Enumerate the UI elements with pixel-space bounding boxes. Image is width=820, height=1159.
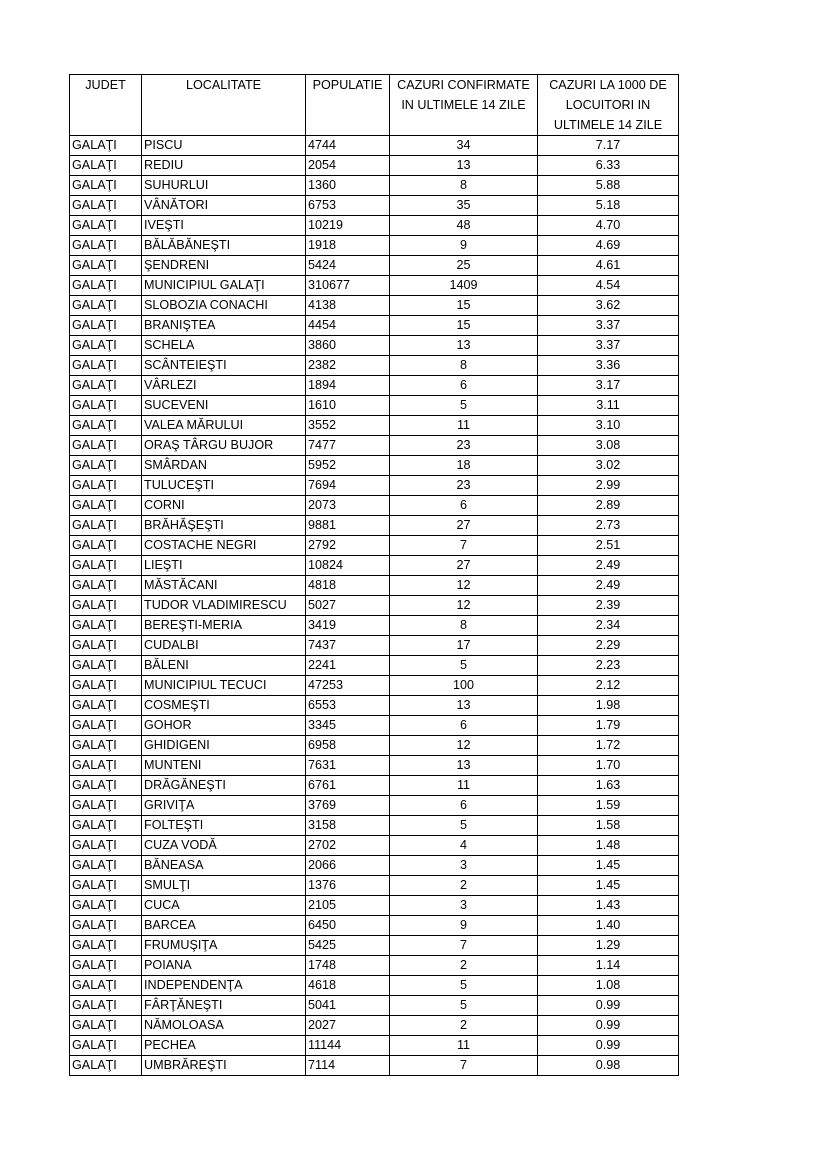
cell-localitate: CUDALBI (142, 636, 306, 656)
cell-populatie: 1918 (306, 236, 390, 256)
cell-localitate: MĂSTĂCANI (142, 576, 306, 596)
cell-judet: GALAŢI (70, 496, 142, 516)
cell-rata: 3.10 (538, 416, 679, 436)
cell-judet: GALAŢI (70, 916, 142, 936)
cell-localitate: GOHOR (142, 716, 306, 736)
table-row (70, 316, 679, 336)
cell-localitate: INDEPENDENŢA (142, 976, 306, 996)
cell-rata: 1.08 (538, 976, 679, 996)
cell-populatie: 4454 (306, 316, 390, 336)
cell-rata: 1.63 (538, 776, 679, 796)
table-row (70, 756, 679, 776)
cell-localitate: DRĂGĂNEŞTI (142, 776, 306, 796)
cell-cazuri: 35 (390, 196, 538, 216)
cell-judet: GALAŢI (70, 196, 142, 216)
cell-cazuri: 3 (390, 856, 538, 876)
cell-populatie: 2027 (306, 1016, 390, 1036)
cell-rata: 2.99 (538, 476, 679, 496)
cell-localitate: UMBRĂREŞTI (142, 1056, 306, 1076)
cell-localitate: MUNICIPIUL GALAŢI (142, 276, 306, 296)
cell-localitate: BARCEA (142, 916, 306, 936)
cell-rata: 4.69 (538, 236, 679, 256)
cell-judet: GALAŢI (70, 276, 142, 296)
table-row (70, 256, 679, 276)
cell-cazuri: 2 (390, 956, 538, 976)
cell-localitate: COSMEŞTI (142, 696, 306, 716)
cell-cazuri: 13 (390, 756, 538, 776)
cell-cazuri: 7 (390, 1056, 538, 1076)
cell-cazuri: 7 (390, 536, 538, 556)
cell-localitate: BRĂHĂŞEŞTI (142, 516, 306, 536)
cell-rata: 1.48 (538, 836, 679, 856)
cell-cazuri: 2 (390, 876, 538, 896)
cell-cazuri: 11 (390, 776, 538, 796)
cell-populatie: 6753 (306, 196, 390, 216)
cell-cazuri: 6 (390, 376, 538, 396)
cell-rata: 3.37 (538, 316, 679, 336)
cell-populatie: 6958 (306, 736, 390, 756)
header-judet: JUDET (70, 75, 142, 136)
cell-judet: GALAŢI (70, 316, 142, 336)
cell-cazuri: 13 (390, 696, 538, 716)
cell-judet: GALAŢI (70, 176, 142, 196)
header-row (70, 75, 679, 136)
table-row (70, 916, 679, 936)
cell-cazuri: 13 (390, 156, 538, 176)
cell-populatie: 6450 (306, 916, 390, 936)
cell-rata: 3.11 (538, 396, 679, 416)
cell-judet: GALAŢI (70, 436, 142, 456)
cell-cazuri: 5 (390, 976, 538, 996)
cell-localitate: BRANIŞTEA (142, 316, 306, 336)
cell-cazuri: 34 (390, 136, 538, 156)
cell-localitate: SMULŢI (142, 876, 306, 896)
cell-rata: 1.79 (538, 716, 679, 736)
cell-rata: 1.98 (538, 696, 679, 716)
cell-rata: 2.89 (538, 496, 679, 516)
cell-localitate: GHIDIGENI (142, 736, 306, 756)
cell-localitate: IVEŞTI (142, 216, 306, 236)
cell-judet: GALAŢI (70, 336, 142, 356)
cell-localitate: CORNI (142, 496, 306, 516)
cell-populatie: 1894 (306, 376, 390, 396)
cell-cazuri: 12 (390, 736, 538, 756)
cell-rata: 6.33 (538, 156, 679, 176)
header-cazuri-la-1000: CAZURI LA 1000 DE LOCUITORI IN ULTIMELE 14 ZILE (538, 75, 679, 136)
table-row (70, 296, 679, 316)
cell-judet: GALAŢI (70, 396, 142, 416)
cell-populatie: 2066 (306, 856, 390, 876)
table-row (70, 836, 679, 856)
cell-populatie: 2702 (306, 836, 390, 856)
cell-judet: GALAŢI (70, 136, 142, 156)
cell-localitate: ŞENDRENI (142, 256, 306, 276)
header-cazuri-confirmate: CAZURI CONFIRMATE IN ULTIMELE 14 ZILE (390, 75, 538, 136)
cell-cazuri: 25 (390, 256, 538, 276)
cell-rata: 0.99 (538, 1016, 679, 1036)
cell-cazuri: 23 (390, 476, 538, 496)
cell-cazuri: 6 (390, 496, 538, 516)
cell-rata: 4.54 (538, 276, 679, 296)
cell-judet: GALAŢI (70, 356, 142, 376)
table-row (70, 276, 679, 296)
cell-populatie: 5027 (306, 596, 390, 616)
table-row (70, 956, 679, 976)
cell-populatie: 4744 (306, 136, 390, 156)
cell-rata: 3.17 (538, 376, 679, 396)
cell-populatie: 3345 (306, 716, 390, 736)
cell-populatie: 1748 (306, 956, 390, 976)
cell-judet: GALAŢI (70, 796, 142, 816)
cell-cazuri: 15 (390, 296, 538, 316)
cell-rata: 3.37 (538, 336, 679, 356)
cell-populatie: 2105 (306, 896, 390, 916)
cell-populatie: 47253 (306, 676, 390, 696)
table-row (70, 156, 679, 176)
table-row (70, 176, 679, 196)
cell-judet: GALAŢI (70, 156, 142, 176)
cell-populatie: 9881 (306, 516, 390, 536)
cell-cazuri: 5 (390, 816, 538, 836)
cell-cazuri: 13 (390, 336, 538, 356)
cell-cazuri: 15 (390, 316, 538, 336)
cases-table (69, 74, 679, 1076)
cell-judet: GALAŢI (70, 536, 142, 556)
cell-rata: 1.72 (538, 736, 679, 756)
cell-cazuri: 100 (390, 676, 538, 696)
cell-localitate: CUZA VODĂ (142, 836, 306, 856)
table-row (70, 696, 679, 716)
cell-rata: 2.34 (538, 616, 679, 636)
cell-populatie: 2054 (306, 156, 390, 176)
cell-rata: 2.49 (538, 556, 679, 576)
cell-cazuri: 5 (390, 996, 538, 1016)
cell-cazuri: 8 (390, 176, 538, 196)
table-row (70, 516, 679, 536)
cell-localitate: GRIVIŢA (142, 796, 306, 816)
cell-localitate: FOLTEŞTI (142, 816, 306, 836)
cell-judet: GALAŢI (70, 836, 142, 856)
cell-judet: GALAŢI (70, 976, 142, 996)
cell-populatie: 5424 (306, 256, 390, 276)
cell-localitate: CUCA (142, 896, 306, 916)
cell-rata: 2.73 (538, 516, 679, 536)
table-row (70, 636, 679, 656)
cell-judet: GALAŢI (70, 736, 142, 756)
cell-judet: GALAŢI (70, 1036, 142, 1056)
table-row (70, 196, 679, 216)
cell-cazuri: 2 (390, 1016, 538, 1036)
cell-populatie: 10219 (306, 216, 390, 236)
cell-populatie: 6553 (306, 696, 390, 716)
cell-rata: 1.59 (538, 796, 679, 816)
cell-populatie: 10824 (306, 556, 390, 576)
cell-populatie: 7114 (306, 1056, 390, 1076)
cell-rata: 7.17 (538, 136, 679, 156)
cell-rata: 3.36 (538, 356, 679, 376)
cell-judet: GALAŢI (70, 996, 142, 1016)
table-row (70, 136, 679, 156)
cell-localitate: SCHELA (142, 336, 306, 356)
cell-localitate: SCÂNTEIEŞTI (142, 356, 306, 376)
table-row (70, 656, 679, 676)
cell-judet: GALAŢI (70, 716, 142, 736)
table-row (70, 216, 679, 236)
cell-populatie: 4618 (306, 976, 390, 996)
table-row (70, 856, 679, 876)
cell-populatie: 11144 (306, 1036, 390, 1056)
cell-judet: GALAŢI (70, 896, 142, 916)
cell-localitate: MUNICIPIUL TECUCI (142, 676, 306, 696)
cell-judet: GALAŢI (70, 816, 142, 836)
cell-populatie: 3419 (306, 616, 390, 636)
cell-rata: 1.58 (538, 816, 679, 836)
cell-rata: 1.70 (538, 756, 679, 776)
cell-judet: GALAŢI (70, 756, 142, 776)
cell-populatie: 2382 (306, 356, 390, 376)
cell-localitate: BĂLĂBĂNEŞTI (142, 236, 306, 256)
table-row (70, 676, 679, 696)
cell-cazuri: 3 (390, 896, 538, 916)
cell-rata: 0.98 (538, 1056, 679, 1076)
table-row (70, 236, 679, 256)
cell-populatie: 4138 (306, 296, 390, 316)
cell-rata: 2.29 (538, 636, 679, 656)
cell-populatie: 7694 (306, 476, 390, 496)
cell-localitate: SMÂRDAN (142, 456, 306, 476)
cell-judet: GALAŢI (70, 216, 142, 236)
cell-judet: GALAŢI (70, 256, 142, 276)
cell-localitate: VÂRLEZI (142, 376, 306, 396)
cell-judet: GALAŢI (70, 1056, 142, 1076)
cell-cazuri: 9 (390, 916, 538, 936)
cell-rata: 2.51 (538, 536, 679, 556)
table-row (70, 596, 679, 616)
cell-localitate: PECHEA (142, 1036, 306, 1056)
cell-populatie: 1360 (306, 176, 390, 196)
cell-judet: GALAŢI (70, 696, 142, 716)
cell-cazuri: 18 (390, 456, 538, 476)
cell-cazuri: 8 (390, 616, 538, 636)
cell-populatie: 4818 (306, 576, 390, 596)
cell-judet: GALAŢI (70, 556, 142, 576)
cell-rata: 0.99 (538, 1036, 679, 1056)
table-row (70, 1056, 679, 1076)
table-row (70, 536, 679, 556)
table-row (70, 396, 679, 416)
table-row (70, 576, 679, 596)
cell-localitate: FÂRŢĂNEŞTI (142, 996, 306, 1016)
cell-cazuri: 12 (390, 576, 538, 596)
cell-populatie: 3769 (306, 796, 390, 816)
table-row (70, 436, 679, 456)
cell-judet: GALAŢI (70, 516, 142, 536)
cell-rata: 1.45 (538, 876, 679, 896)
table-row (70, 876, 679, 896)
cell-rata: 3.08 (538, 436, 679, 456)
cell-cazuri: 7 (390, 936, 538, 956)
cell-judet: GALAŢI (70, 676, 142, 696)
cell-populatie: 310677 (306, 276, 390, 296)
cell-rata: 5.18 (538, 196, 679, 216)
cell-rata: 2.23 (538, 656, 679, 676)
cell-rata: 4.70 (538, 216, 679, 236)
cell-cazuri: 1409 (390, 276, 538, 296)
table-row (70, 496, 679, 516)
cell-cazuri: 12 (390, 596, 538, 616)
table-row (70, 1016, 679, 1036)
cell-localitate: NĂMOLOASA (142, 1016, 306, 1036)
cell-localitate: FRUMUŞIŢA (142, 936, 306, 956)
cell-judet: GALAŢI (70, 416, 142, 436)
cell-populatie: 7631 (306, 756, 390, 776)
cell-populatie: 2073 (306, 496, 390, 516)
cell-cazuri: 11 (390, 1036, 538, 1056)
cell-localitate: BĂNEASA (142, 856, 306, 876)
cell-judet: GALAŢI (70, 1016, 142, 1036)
cell-rata: 3.62 (538, 296, 679, 316)
cell-rata: 0.99 (538, 996, 679, 1016)
cell-populatie: 5952 (306, 456, 390, 476)
cell-judet: GALAŢI (70, 576, 142, 596)
table-row (70, 476, 679, 496)
cell-judet: GALAŢI (70, 236, 142, 256)
cell-judet: GALAŢI (70, 856, 142, 876)
cell-judet: GALAŢI (70, 876, 142, 896)
cell-populatie: 7477 (306, 436, 390, 456)
table-row (70, 896, 679, 916)
table-row (70, 376, 679, 396)
cell-judet: GALAŢI (70, 636, 142, 656)
cell-populatie: 3552 (306, 416, 390, 436)
cell-rata: 5.88 (538, 176, 679, 196)
cell-rata: 2.39 (538, 596, 679, 616)
table-row (70, 356, 679, 376)
table-row (70, 556, 679, 576)
table-body (70, 136, 679, 1076)
cell-populatie: 1610 (306, 396, 390, 416)
header-localitate: LOCALITATE (142, 75, 306, 136)
cell-localitate: BĂLENI (142, 656, 306, 676)
cell-judet: GALAŢI (70, 456, 142, 476)
cell-judet: GALAŢI (70, 956, 142, 976)
cell-populatie: 5425 (306, 936, 390, 956)
cell-localitate: SUCEVENI (142, 396, 306, 416)
cell-localitate: SUHURLUI (142, 176, 306, 196)
cell-cazuri: 9 (390, 236, 538, 256)
cell-rata: 1.14 (538, 956, 679, 976)
cell-localitate: POIANA (142, 956, 306, 976)
cell-populatie: 6761 (306, 776, 390, 796)
table-row (70, 456, 679, 476)
cell-populatie: 2792 (306, 536, 390, 556)
cell-judet: GALAŢI (70, 656, 142, 676)
cell-cazuri: 6 (390, 796, 538, 816)
table-row (70, 976, 679, 996)
cell-rata: 1.45 (538, 856, 679, 876)
cell-localitate: TUDOR VLADIMIRESCU (142, 596, 306, 616)
table-row (70, 936, 679, 956)
cell-judet: GALAŢI (70, 296, 142, 316)
cell-cazuri: 48 (390, 216, 538, 236)
cell-localitate: BEREŞTI-MERIA (142, 616, 306, 636)
table-row (70, 616, 679, 636)
cell-judet: GALAŢI (70, 376, 142, 396)
cell-cazuri: 27 (390, 516, 538, 536)
table-row (70, 416, 679, 436)
cell-cazuri: 8 (390, 356, 538, 376)
cell-rata: 4.61 (538, 256, 679, 276)
cell-rata: 3.02 (538, 456, 679, 476)
cell-judet: GALAŢI (70, 616, 142, 636)
cell-localitate: VALEA MĂRULUI (142, 416, 306, 436)
table-row (70, 816, 679, 836)
cell-localitate: PISCU (142, 136, 306, 156)
cell-cazuri: 5 (390, 396, 538, 416)
cell-rata: 1.40 (538, 916, 679, 936)
table-row (70, 1036, 679, 1056)
cell-cazuri: 11 (390, 416, 538, 436)
table-row (70, 776, 679, 796)
cell-cazuri: 5 (390, 656, 538, 676)
cell-judet: GALAŢI (70, 596, 142, 616)
cell-populatie: 3860 (306, 336, 390, 356)
cell-rata: 1.43 (538, 896, 679, 916)
cell-cazuri: 4 (390, 836, 538, 856)
cell-localitate: REDIU (142, 156, 306, 176)
cell-localitate: ORAŞ TÂRGU BUJOR (142, 436, 306, 456)
cell-cazuri: 27 (390, 556, 538, 576)
cell-populatie: 5041 (306, 996, 390, 1016)
header-populatie: POPULATIE (306, 75, 390, 136)
table-row (70, 996, 679, 1016)
table-row (70, 716, 679, 736)
table-row (70, 736, 679, 756)
cell-rata: 2.12 (538, 676, 679, 696)
cell-localitate: SLOBOZIA CONACHI (142, 296, 306, 316)
cell-rata: 1.29 (538, 936, 679, 956)
cell-cazuri: 23 (390, 436, 538, 456)
cell-cazuri: 17 (390, 636, 538, 656)
cell-populatie: 3158 (306, 816, 390, 836)
cell-localitate: VÂNĂTORI (142, 196, 306, 216)
cell-populatie: 2241 (306, 656, 390, 676)
cell-populatie: 7437 (306, 636, 390, 656)
cell-cazuri: 6 (390, 716, 538, 736)
cell-localitate: LIEŞTI (142, 556, 306, 576)
cell-localitate: MUNTENI (142, 756, 306, 776)
cell-judet: GALAŢI (70, 776, 142, 796)
cell-judet: GALAŢI (70, 476, 142, 496)
cell-judet: GALAŢI (70, 936, 142, 956)
table-row (70, 336, 679, 356)
cell-localitate: COSTACHE NEGRI (142, 536, 306, 556)
cell-populatie: 1376 (306, 876, 390, 896)
cell-rata: 2.49 (538, 576, 679, 596)
cell-localitate: TULUCEŞTI (142, 476, 306, 496)
table-row (70, 796, 679, 816)
